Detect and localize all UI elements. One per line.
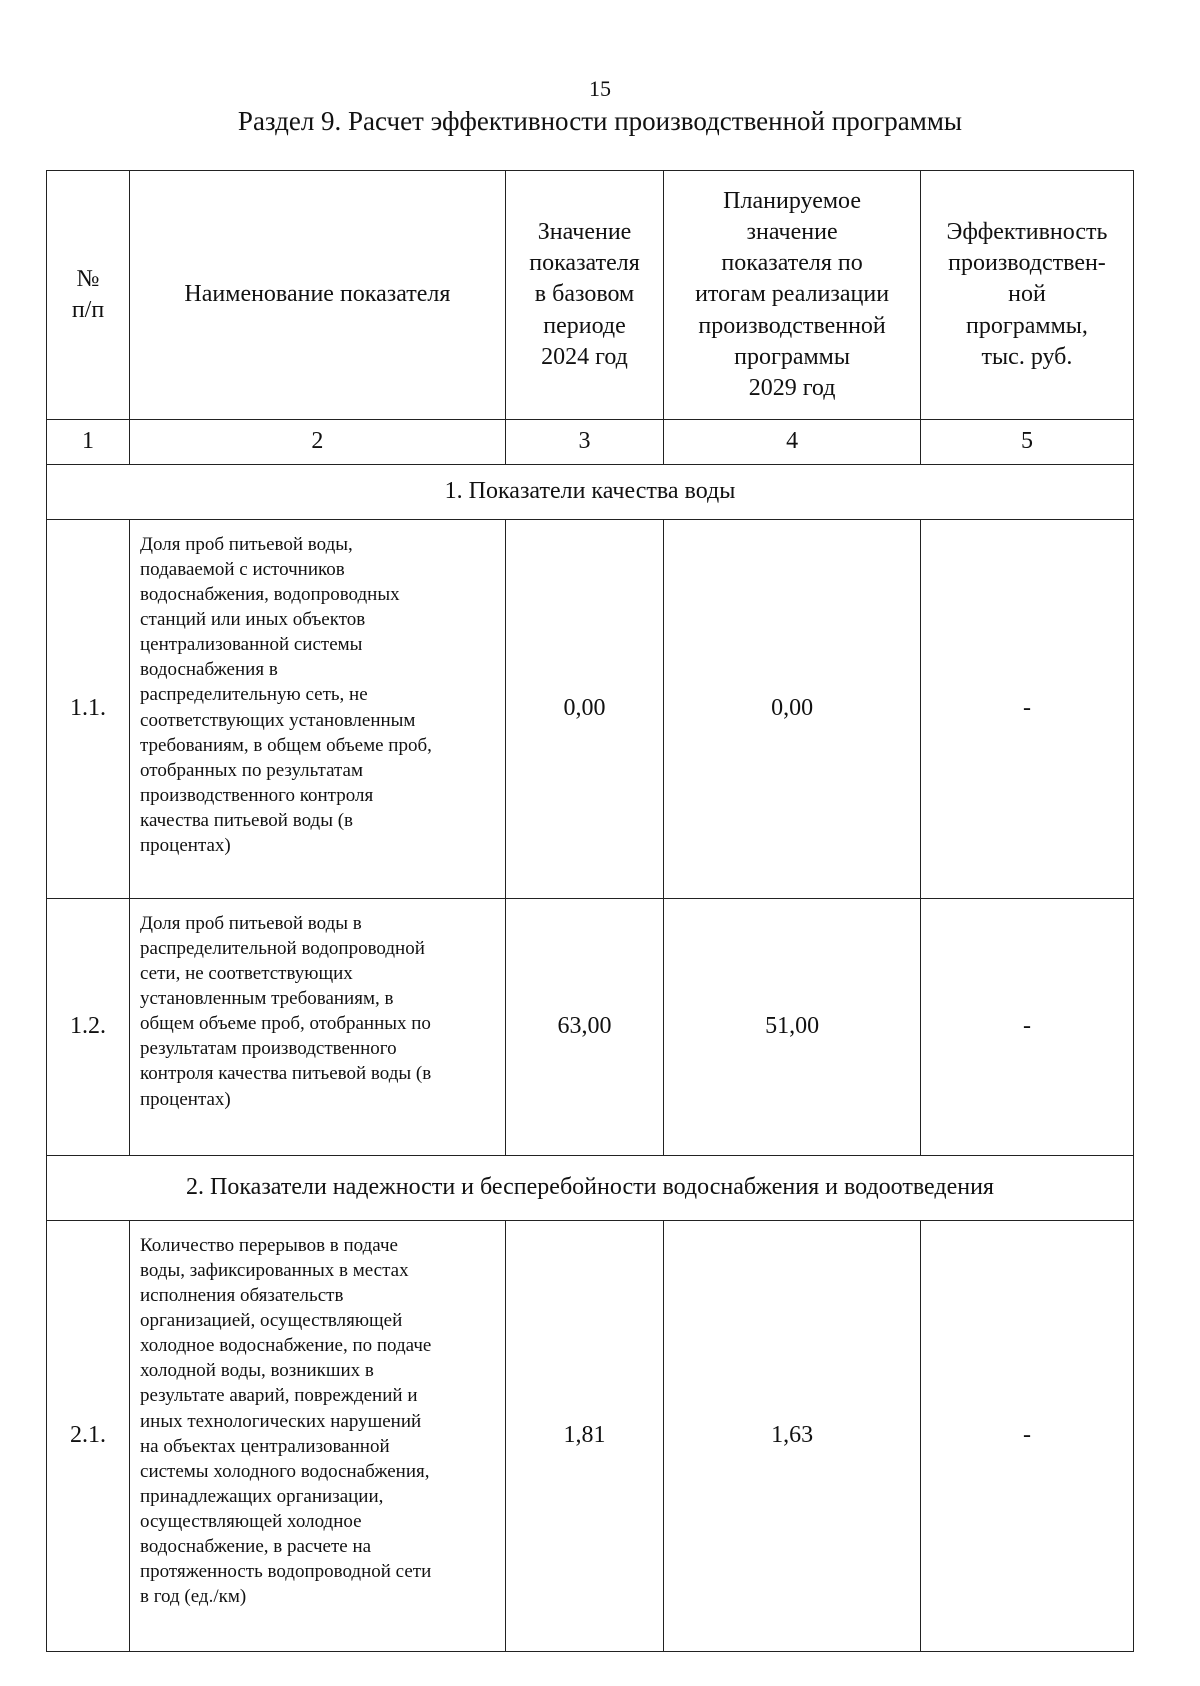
row-indicator-name: Доля проб питьевой воды, подаваемой с источников водоснабжения, водопроводных станций или иных объектов централизованной системы водоснабжения в распределительную сеть, не соответствующих установленным требованиям, в общем объеме проб, отобранных по результатам производственного контроля качества питьевой воды (в процентах)	[130, 520, 506, 899]
header-efficiency	[920, 171, 1133, 420]
row-planned-value: 51,00	[664, 899, 921, 1156]
row-index: 2.1.	[47, 1221, 130, 1652]
row-base-value: 1,81	[505, 1221, 663, 1652]
header-number-text: № п/п	[71, 265, 105, 323]
group-title: 1. Показатели качества воды	[47, 465, 1134, 520]
header-row	[47, 171, 1134, 420]
column-number: 4	[664, 420, 921, 465]
table-row	[47, 520, 1134, 899]
column-number: 3	[505, 420, 663, 465]
row-efficiency: -	[920, 520, 1133, 899]
group-title: 2. Показатели надежности и бесперебойности водоснабжения и водоотведения	[47, 1156, 1134, 1221]
row-indicator-name: Количество перерывов в подаче воды, зафиксированных в местах исполнения обязательств организацией, осуществляющей холодное водоснабжение, по подаче холодной воды, возникших в результате аварий, повреждений и иных технологических нарушений на объектах централизованной системы холодного водоснабжения, принадлежащих организации, осуществляющей холодное водоснабжение, в расчете на протяженность водопроводной сети в год (ед./км)	[130, 1221, 506, 1652]
page-number: 15	[589, 76, 611, 101]
header-indicator-name	[130, 171, 506, 420]
group-row	[47, 1156, 1134, 1221]
header-planned-value	[664, 171, 921, 420]
section-title: Раздел 9. Расчет эффективности производственной программы	[237, 106, 963, 136]
table-row	[47, 1221, 1134, 1652]
row-planned-value: 0,00	[664, 520, 921, 899]
row-index: 1.2.	[47, 899, 130, 1156]
header-planned-value-text: Планируемое значение показателя по итогам реализации производственной программы 2029 год	[695, 187, 890, 401]
column-number-row	[47, 420, 1134, 465]
row-base-value: 63,00	[505, 899, 663, 1156]
column-number: 1	[47, 420, 130, 465]
row-planned-value: 1,63	[664, 1221, 921, 1652]
row-efficiency: -	[920, 1221, 1133, 1652]
header-indicator-name-text: Наименование показателя	[184, 281, 451, 308]
column-number: 2	[130, 420, 506, 465]
row-efficiency: -	[920, 899, 1133, 1156]
row-index: 1.1.	[47, 520, 130, 899]
table-row	[47, 899, 1134, 1156]
header-base-value	[505, 171, 663, 420]
row-indicator-name: Доля проб питьевой воды в распределительной водопроводной сети, не соответствующих установленным требованиям, в общем объеме проб, отобранных по результатам производственного контроля качества питьевой воды (в процентах)	[130, 899, 506, 1156]
header-number	[47, 171, 130, 420]
header-efficiency-text: Эффективность производствен- ной программы, тыс. руб.	[946, 219, 1108, 370]
group-row	[47, 465, 1134, 520]
header-base-value-text: Значение показателя в базовом периоде 2024 год	[529, 219, 640, 370]
efficiency-table	[46, 170, 1134, 1652]
column-number: 5	[920, 420, 1133, 465]
row-base-value: 0,00	[505, 520, 663, 899]
